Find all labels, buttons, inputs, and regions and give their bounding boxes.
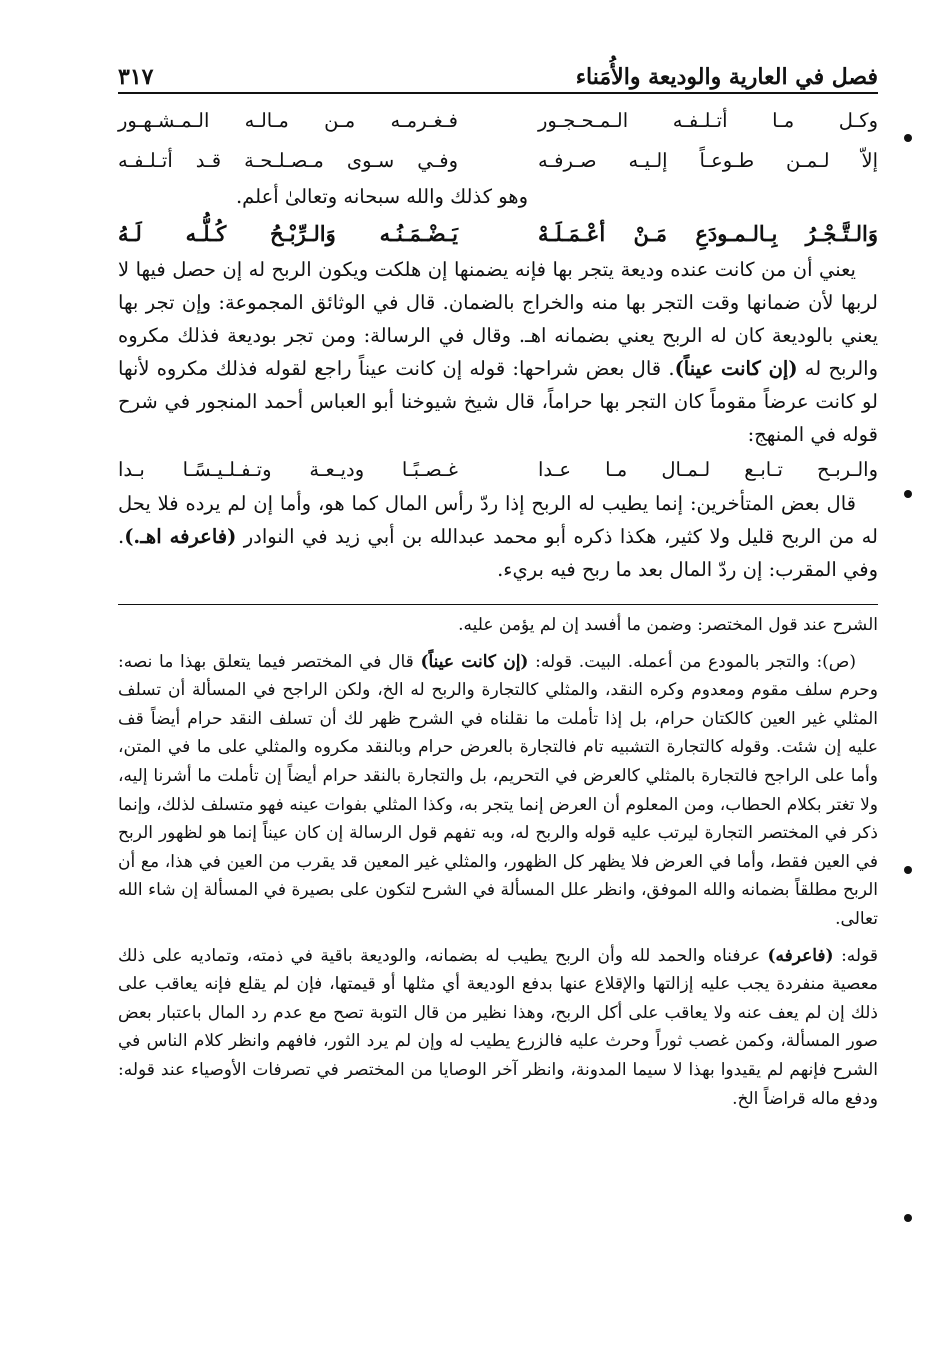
- footnote-text: (ص): والتجر بالمودع من أعمله. البيت. قوله:: [528, 651, 856, 672]
- main-text: [118, 100, 878, 586]
- paragraph-text: قال بعض المتأخرين: إنما يطيب له الربح إذا ردّ رأس المال كما هو، وأما إن لم يرده فلا يحل له من الربح قليل ولا كثير، هكذا ذكره أبو محمد عبدالله بن أبي زيد في النوادر: [118, 492, 878, 548]
- verse-hemistich-left: وفـي سـوى مـصـلـحـة قـد أتـلـفـه: [118, 148, 458, 172]
- margin-dot-2: [904, 490, 912, 498]
- paragraph-text: . وفي المقرب: إن ردّ المال بعد ما ربح فيه بريء.: [118, 525, 878, 581]
- footnote-text: عرفناه والحمد لله وأن الربح يطيب له بضمانه، والوديعة باقية في ذمته، وتماديه على ذلك معصية منفردة يجب عليه إزالتها والإقلاع عنها بدفع الوديعة أي مثلها أو قيمتها، فإن لم يقلع فإنه يعاقب على ذلك إن لم يعف عنه ولا يعاقب على أكل الربح، وهذا نظير من قال التوبة تصح مع عدم رد المال باعتبار بعض صور المسألة، وكمن غصب ثوراً وحرث عليه فالزرع يطيب له وإن لم يرد الثور، فافهم وانظر كلام الناس في الشرح فإنهم لم يقيدوا بهذا لا سيما المدونة، وانظر آخر الوصايا من المختصر في تصرفات الأوصياء عند قوله: ودفع ماله قراضاً الخ.: [118, 945, 879, 1109]
- commentary-paragraph: [118, 487, 878, 586]
- matn-verse: [118, 213, 878, 253]
- verse-hemistich-right: إلاّ لـمـن طـوعـاً إلـيـه صـرفـه: [538, 148, 878, 172]
- footnote: الشرح عند قول المختصر: وضمن ما أفسد إن لم يؤمن عليه.: [458, 615, 878, 635]
- quoted-phrase: (إن كانت عيناً): [420, 651, 529, 672]
- page: [118, 48, 878, 1113]
- verse-hemistich-right: والـربـح تـابـع لـمـال مـا عـدا: [538, 457, 878, 481]
- footnotes: [118, 611, 878, 1113]
- verse-hemistich-left: غـصـبًـا وديـعـة وتـفـلـيـسًـا بـدا: [118, 457, 458, 481]
- footnote: [118, 648, 878, 934]
- verse-line: [118, 100, 878, 140]
- closing-line: وهو كذلك والله سبحانه وتعالىٰ أعلم.: [235, 185, 528, 208]
- verse-line: [118, 451, 878, 487]
- verse-hemistich-left: فـغـرمـه مـن مـالـه الـمـشـهـور: [118, 108, 458, 132]
- margin-dot-1: [904, 134, 912, 142]
- margin-dot-3: [904, 866, 912, 874]
- footnote: [118, 942, 878, 1114]
- commentary-paragraph: [118, 253, 878, 451]
- verse-hemistich-right: وكـل مـا أتـلـفـه الـمـحـجـور: [538, 108, 878, 132]
- margin-dot-4: [904, 1214, 912, 1222]
- verse-line: [118, 140, 878, 180]
- footnote-text: قال في المختصر فيما يتعلق بهذا ما نصه: وحرم سلف مقوم ومعدوم وكره النقد، والمثلي كالتجارة والربح له الخ، ولكن الراجح في المسألة أن تسلف المثلي غير العين كالكتان حرام، بل إذا تأملت ما نقلناه في الشرح ظهر لك أن تسلف النقد حرام أيضاً قف عليه إن شئت. وقوله كالتجارة التشبيه تام فالتجارة بالعرض حرام وبالنقد مكروه والمثلي على ما في المتن، وأما على الراجح فالتجارة بالمثلي كالعرض في التحريم، بل والتجارة بالنقد حرام أيضاً إن تأملت ما أشرنا إليه، ولا تغتر بكلام الحطاب، ومن المعلوم أن العرض إنما يتجر به، وكذا المثلي بفوات عينه فهو متسلف لذلك، وإنما ذكر في المختصر التجارة ليرتب عليه قوله والربح له، وبه تفهم قول الرسالة إن كان عيناً إنما هو لظهور الربح في العين فقط، وأما في العرض فلا يظهر كل الظهور، والمثلي غير المعين قد يقرب من العين في هذا، مع أن الربح مطلقاً بضمانه والله الموفق، وانظر علل المسألة في الشرح لتكون على بصيرة في المسألة إن شاء الله تعالى.: [118, 651, 878, 929]
- verse-hemistich-right: وَالـتَّـجْـرُ بِـالـمـودَعِ مَـنْ أعْـمَـلَـهْ: [538, 220, 878, 246]
- footnote-divider: [118, 604, 878, 605]
- footnote-text: قوله:: [833, 945, 878, 966]
- page-number: ٣١٧: [118, 64, 154, 90]
- running-header: [118, 48, 878, 94]
- chapter-title: فصل في العارية والوديعة والأُمَناء: [575, 64, 878, 90]
- paragraph-text: يعني أن من كانت عنده وديعة يتجر بها فإنه يضمنها إن هلكت ويكون الربح له إن حصل فيها لا لربها لأن ضمانها وقت التجر بها منه والخراج بالضمان. قال في الوثائق المجموعة: وإن تجر بها يعني بالوديعة كان له الربح يعني بضمانه اهـ. وقال في الرسالة: ومن تجر بوديعة فذلك مكروه والربح له: [118, 258, 878, 380]
- verse-hemistich-left: يَـضْـمَـنُـه وَالـرِّبْـحُ كُـلُّـه لَـهُ: [118, 220, 458, 246]
- paragraph-text: . قال بعض شراحها: قوله إن كانت عيناً راجع لقوله فذلك مكروه لأنها لو كانت عرضاً مقوماً كان التجر بها حراماً، قال شيخ شيوخنا أبو العباس أحمد المنجور في شرح قوله في المنهج:: [118, 357, 878, 446]
- quoted-phrase: (فاعرفه): [767, 945, 834, 966]
- quoted-phrase: (إن كانت عيناً): [674, 357, 798, 380]
- quoted-phrase: (فاعرفه اهـ.): [124, 525, 237, 548]
